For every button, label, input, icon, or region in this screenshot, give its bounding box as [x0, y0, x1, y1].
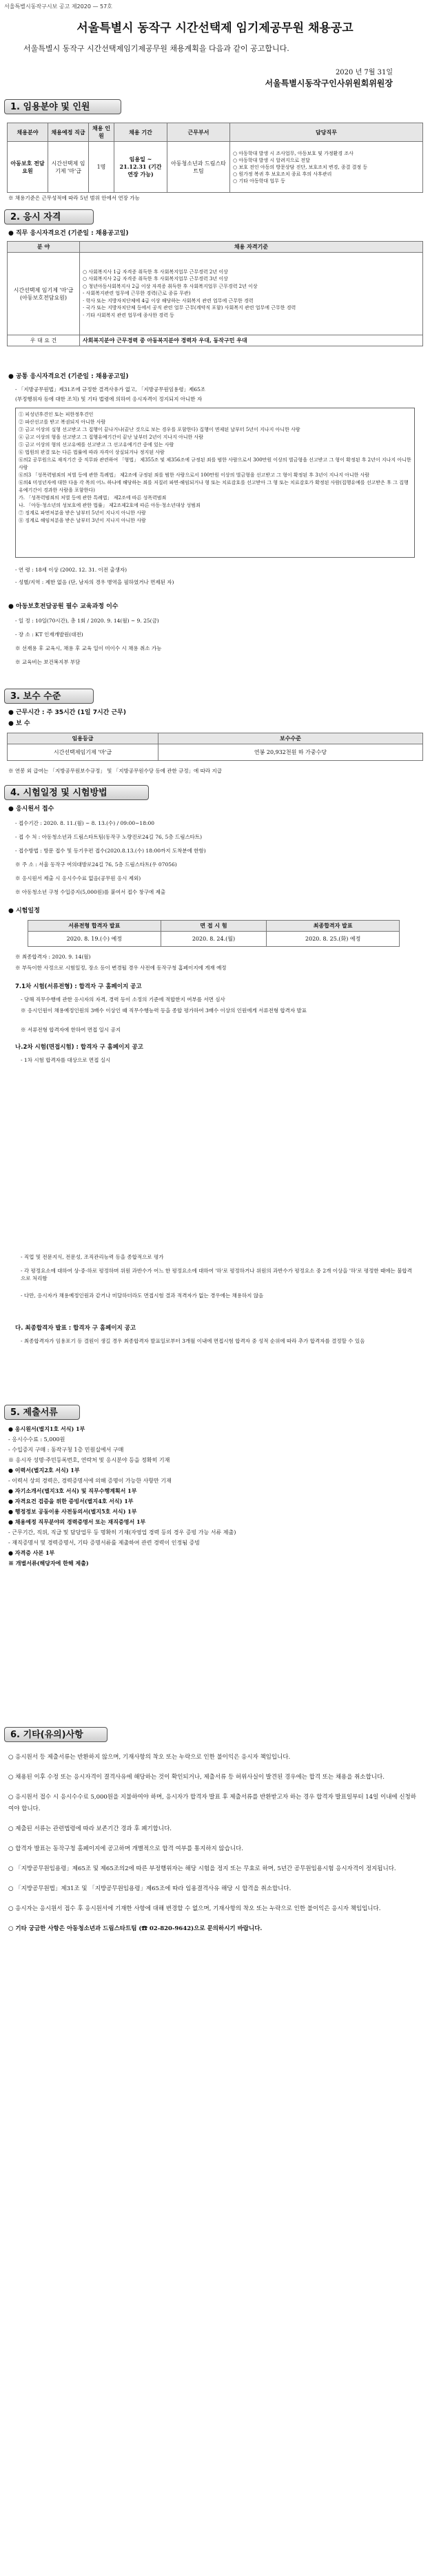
condition-item: ○ 사회복지사 1급 자격증 취득한 후 사회복지업무 근무경력 2년 이상	[83, 269, 228, 275]
document-item: ※ 응시자 성명·주민등록번호, 연락처 및 응시분야 등을 정확히 기재	[8, 1457, 170, 1463]
page-title: 서울특별시 동작구 시간선택제 임기제공무원 채용공고	[76, 21, 354, 35]
header-field: 분 야	[8, 242, 80, 253]
cell-doc-result: 2020. 8. 19.(수) 예정	[28, 932, 161, 947]
step1-line: - 당해 직무수행에 관한 응시자의 자격, 경력 등이 소정의 기준에 적합한지 여부를 서면 심사	[21, 996, 225, 1003]
section-5-heading: 5. 제출서류	[4, 1405, 80, 1420]
application-line: - 접수방법 : 방문 접수 및 등기우편 접수(2020.8.13.(수) 18:00까지 도착분에 한함)	[15, 848, 206, 854]
salary-table	[7, 733, 423, 761]
document-item: - 수입증지 구매 : 동작구청 1층 민원실에서 구매	[8, 1447, 124, 1453]
duty-item: ○ 아동학대 발생 시 알려지으로 전달	[233, 157, 310, 163]
final-heading: 다. 최종합격자 발표 : 합격자 구 홈페이지 공고	[15, 1325, 136, 1332]
training-line: - 일 정 : 10일(70시간), 총 1회 / 2020. 9. 14(월) ~ 9. 25(금)	[15, 618, 159, 624]
disqualification-box	[15, 408, 415, 558]
condition-item: · 기타 사회복지 관련 업무에 종사한 경력 등	[83, 312, 174, 318]
application-line: ※ 응시원서 제출 시 응시수수료 없음(공무원 응시 제외)	[15, 875, 141, 881]
cell-preferred-value: 사회복지분야 근무경력 중 아동복지분야 경력자 우대, 동작구민 우대	[80, 335, 423, 346]
section-4-heading: 4. 시험일정 및 시험방법	[4, 785, 149, 800]
salary-note: ※ 연봉 외 급여는 「지방공무원보수규정」 및 「지방공무원수당 등에 관한 규정」에 따라 지급	[8, 768, 223, 774]
duty-item: ○ 기타 아동학대 업무 등	[233, 178, 285, 184]
note-item: ○ 「지방공무원임용령」제65조 및 제65조의2에 따른 부정행위자는 해당 시험을 정지 또는 무효로 하며, 5년간 공무원임용시험 응시자격이 정지됩니다.	[8, 1865, 396, 1872]
common-line: (부정행위자 등에 대한 조치) 및 기타 법령에 의하여 응시자격이 정지되지 아니한 자	[15, 396, 203, 402]
disqualification-item: ⑧ 징계로 해임처분을 받은 날부터 3년이 지나지 아니한 사람	[19, 518, 146, 523]
schedule-subheading: ● 시험일정	[8, 908, 40, 914]
training-heading: ● 아동보호전담공원 필수 교육과정 이수	[8, 603, 119, 610]
application-subheading: ● 응시원서 접수	[8, 806, 54, 813]
disqualification-item: ⑤ 금고 이상의 형의 선고유예를 선고받고 그 선고유예기간 중에 있는 사람	[19, 442, 174, 448]
duty-item: ○ 원가정 복귀 후 보호조치 종료 후의 사후관리	[233, 171, 332, 177]
common-line: - 「지방공무원법」제31조에 규정한 결격사유가 없고, 「지방공무원임용령」제65조	[15, 386, 206, 392]
document-item: - 재직증명서 및 경력증명서, 기타 증명서류를 제출하여 관련 경력이 인정됨 증빙	[8, 1540, 200, 1546]
application-line: - 접 수 처 : 아동청소년과 드림스타트팀(동작구 노량진로24길 76, 5층 드림스타트)	[15, 834, 203, 840]
disqualification-item: ② 파산선고를 받고 복권되지 아니한 사람	[19, 419, 106, 425]
notes-list	[8, 1752, 419, 1943]
final-line: - 최종합격자가 임용포기 등 결원이 생길 경우 최종합격자 발표일로부터 3개월 이내에 면접시험 합격자 중 성적 순위에 따라 추가 합격자를 결정할 수 있음	[21, 1338, 365, 1344]
cell-period: 임용일 ~ 21.12.31 (기간 연장 가능)	[114, 142, 167, 193]
interview-criteria-line: - 다만, 응시자가 채용예정인원과 같거나 미달하더라도 면접시험 결과 적격자가 없는 경우에는 채용하지 않음	[21, 1292, 264, 1299]
interview-criteria-line: - 각 평정요소에 대하여 상·중·하로 평정하며 위원 과반수가 어느 한 평정요소에 대하여 '하'로 평정하거나 위원의 과반수가 평정요소 중 2개 이상을 '하'로 평정한 때에는 불합격으로 처리함	[21, 1268, 412, 1281]
work-hours: ● 근무시간 : 주 35시간 (1일 7시간 근무)	[8, 709, 126, 716]
duty-item: ○ 보호 전인 아동의 방문상담 진단, 보호조치 변경, 종결 결정 등	[233, 164, 368, 170]
cell-count: 1명	[89, 142, 114, 193]
step1-line: ※ 서류전형 합격자에 한하여 면접 일시 공지	[21, 1027, 121, 1033]
common-qualification-heading: ● 공통 응시자격요건 (기준일 : 채용공고일)	[8, 373, 129, 380]
document-item: - 응시수수료 : 5,000원	[8, 1436, 65, 1443]
header-dept: 근무부서	[167, 123, 230, 142]
cell-final-result: 2020. 8. 25.(화) 예정	[267, 932, 400, 947]
header-period: 채용 기간	[114, 123, 167, 142]
disqualification-item: ⑥ 법원의 판결 또는 다른 법률에 따라 자격이 상실되거나 정지된 사람	[19, 450, 165, 455]
note-item: ○ 채용된 이후 수정 또는 응시자격이 결격사유에 해당하는 것이 확인되거나, 제출서류 등 허위사실이 발견된 경우에는 합격 또는 채용을 취소합니다.	[8, 1774, 385, 1781]
application-line: ※ 아동청소년 구청 수입증지(5,000원)를 붙여서 접수 창구에 제출	[15, 889, 166, 895]
disqualification-item: ④ 금고 이상의 형을 선고받고 그 집행유예기간이 끝난 날부터 2년이 지나지 아니한 사람	[19, 434, 204, 440]
age-requirement: - 연 령 : 18세 이상 (2002. 12. 31. 이전 출생자)	[15, 567, 127, 573]
training-line: - 장 소 : KT 인재개발원(대전)	[15, 631, 83, 638]
condition-item: · 국가 또는 지방자치단체 등에서 공직 관련 업무 근무(계약직 포함) 사회복지 관련 업무에 근무한 경력	[83, 305, 296, 311]
job-qualification-subheading: ● 직무 응시자격요건 (기준일 : 채용공고일)	[8, 230, 129, 237]
header-doc-result: 서류전형 합격자 발표	[28, 921, 161, 932]
interview-criteria-line: - 직업 및 전문지식, 전문성, 조직관리능력 등을 종합적으로 평가	[21, 1254, 164, 1260]
condition-item: ○ 청년아동사회복지사 2급 이상 자격증 취득한 후 사회복지업무 근무경력 2년 이상	[83, 283, 258, 289]
cell-preferred-label: 우 대 요 건	[8, 335, 80, 346]
header-interview: 면 접 시 험	[161, 921, 267, 932]
document-item: - 근무기간, 직위, 직급 및 담당업무 등 명확히 기재(자영업 경력 등의 경우 증빙 가능 서류 제출)	[8, 1529, 236, 1536]
cell-grade: 시간선택제임기제 '마'급	[8, 744, 158, 761]
step1-heading: 7.1차 시험(서류전형) : 합격자 구 홈페이지 공고	[15, 983, 142, 990]
schedule-note: ※ 최종합격자 : 2020. 9. 14(월)	[15, 954, 91, 960]
header-final-result: 최종합격자 발표	[267, 921, 400, 932]
document-item: ● 행정정보 공동이용 사전동의서(별지5호 서식) 1부	[8, 1508, 137, 1515]
disqualification-item: 가. 「성폭력범죄의 처벌 등에 관한 특례법」 제2조에 따른 성폭력범죄	[19, 495, 167, 501]
step1-line: ※ 응시인원이 채용예정인원의 3배수 이상인 때 직무수행능력 등을 종합 평가하여 3배수 이상의 인원에게 서류전형 합격자 발표	[21, 1007, 307, 1014]
salary-subheading: ● 보 수	[8, 720, 30, 727]
note-item: ○ 기타 궁금한 사항은 아동청소년과 드림스타트팀 (☎ 02-820-9642)으로 문의하시기 바랍니다.	[8, 1925, 263, 1932]
cell-interview: 2020. 8. 24.(월)	[161, 932, 267, 947]
disqualification-item: ⑥의4 미성년자에 대한 다음 각 목의 어느 하나에 해당하는 죄를 저질러 파면·해임되거나 형 또는 치료감호를 선고받아 그 형 또는 치료감호가 확정된 사람(집행유예를 선고받은 후 그 집행유예기간이 경과한 사람을 포함한다)	[19, 480, 409, 493]
disqualification-item: ③ 금고 이상의 실형 선고받고 그 집행이 끝나거나(끝난 것으로 보는 경우를 포함한다) 집행이 면제된 날부터 5년이 지나지 아니한 사람	[19, 427, 300, 432]
announcement-date: 2020 년 7월 31일	[335, 69, 393, 76]
document-item: ※ 개별서류(해당자에 한해 제출)	[8, 1560, 89, 1567]
military-requirement: - 성별/지역 : 제한 없음 (단, 남자의 경우 병역을 필하였거나 면제된 자)	[15, 579, 174, 585]
note-item: ○ 「지방공무원법」제31조 및 「지방공무원임용령」제65조에 따라 임용결격사유 해당 시 합격을 취소합니다.	[8, 1885, 291, 1892]
step2-heading: 나.2차 시험(면접시험) : 합격자 구 홈페이지 공고	[15, 1044, 143, 1051]
note-item: ○ 응시원서 접수 시 응시수수료 5,000원을 지불하여야 하며, 응시자가 합격자 발표 후 제출서류를 반환받고자 하는 경우 합격자 발표일부터 14일 이내에 신청하여야 합니다.	[8, 1794, 416, 1812]
cell-grade: 시간선택제 임기제 '마'급	[48, 142, 89, 193]
documents-list	[8, 1424, 422, 1569]
step2-line: - 1차 시험 합격자를 대상으로 면접 실시	[21, 1057, 111, 1063]
note-item: ○ 제출된 서류는 관련법령에 따라 보존기간 경과 후 폐기합니다.	[8, 1825, 172, 1832]
cell-qual-field: 시간선택제 임기제 '마'급 (아동보호전담요원)	[8, 253, 80, 335]
header-salary: 보수수준	[158, 733, 423, 744]
note-item: ○ 응시자는 응시원서 접수 후 응시원서에 기재한 사항에 대해 변경할 수 없으며, 기재사항의 착오 또는 누락으로 인한 불이익은 응시자 책임입니다.	[8, 1905, 381, 1912]
position-table	[7, 123, 423, 193]
condition-item: ○ 사회복지사 2급 자격증 취득한 후 사회복지업무 근무경력 3년 이상	[83, 276, 228, 282]
gazette-header: 서울특별시동작구시보 공고 제2020 — 57호	[4, 3, 112, 10]
duty-item: ○ 아동학대 발생 시 조사업무, 아동보호 및 가정환경 조사	[233, 150, 354, 156]
section-6-heading: 6. 기타(유의)사항	[4, 1727, 108, 1742]
note-item: ○ 응시원서 등 제출서류는 반환하지 않으며, 기재사항의 착오 또는 누락으로 인한 불이익은 응시자 책임입니다.	[8, 1754, 291, 1761]
section-1-heading: 1. 임용분야 및 인원	[4, 99, 121, 114]
disqualification-item: ⑥의3 「성폭력범죄의 처벌 등에 관한 특례법」 제2조에 규정된 죄를 범한 사람으로서 100만원 이상의 벌금형을 선고받고 그 형이 확정된 후 3년이 지나지 아니한 사람	[19, 472, 370, 478]
section-2-heading: 2. 응시 자격	[4, 209, 94, 224]
header-grade: 채용예정 직급	[48, 123, 89, 142]
intro-text: 서울특별시 동작구 시간선택제임기제공무원 채용계획을 다음과 같이 공고합니다.	[23, 44, 289, 53]
disqualification-item: ⑦ 징계로 파면처분을 받은 날부터 5년이 지나지 아니한 사람	[19, 510, 146, 516]
cell-conditions	[80, 253, 423, 335]
qualification-table	[7, 241, 423, 346]
document-item: ● 자격증 사본 1부	[8, 1549, 55, 1556]
schedule-note: ※ 부득이한 사정으로 시험일정, 장소 등이 변경될 경우 사전에 동작구청 홈페이지에 게재 예정	[15, 965, 227, 971]
training-line: ※ 선재용 후 교육시, 채용 후 교육 일이 미이수 시 채용 취소 가능	[15, 645, 162, 651]
disqualification-item: 나. 「아동·청소년의 성보호에 관한 법률」 제2조제2호에 따른 아동·청소년대상 성범죄	[19, 503, 201, 508]
document-item: ● 채용예정 직무분야의 경력증명서 또는 재직증명서 1부	[8, 1518, 146, 1525]
disqualification-item: ⑥의2 공무원으로 재직기간 중 직무와 관련하여 「형법」 제355조 및 제356조에 규정된 죄를 범한 사람으로서 300만원 이상의 벌금형을 선고받고 그 형이 확정된 후 2년이 지나지 아니한 사람	[19, 457, 411, 470]
disqualification-item: ① 피성년후견인 또는 피한정후견인	[19, 412, 94, 417]
note-item: ○ 합격자 발표는 동작구청 홈페이지에 공고하며 개별적으로 합격 여부를 통지하지 않습니다.	[8, 1845, 243, 1852]
header-field: 채용분야	[8, 123, 48, 142]
condition-item: · 학사 또는 지방자치단체에 4급 이상 해당하는 사회복지 관련 업무에 근무한 경력	[83, 297, 254, 304]
document-item: - 이력서 상의 경력은, 경력증명서에 의해 증명이 가능한 사항만 기재	[8, 1478, 172, 1484]
application-line: ※ 주 소 : 서울 동작구 여의대방로24길 76, 5층 드림스타트(우 07056)	[15, 861, 177, 868]
application-line: - 접수기간 : 2020. 8. 11.(월) ~ 8. 13.(수) / 09:00~18:00	[15, 820, 155, 826]
header-grade: 임용등급	[8, 733, 158, 744]
schedule-table	[28, 920, 400, 947]
document-item: ● 이력서(별지2호 서식) 1부	[8, 1467, 80, 1474]
document-item: ● 자기소개서(별지3호 서식) 및 직무수행계획서 1부	[8, 1487, 137, 1494]
header-count: 채용 인원	[89, 123, 114, 142]
condition-item: - 사회복지관련 업무에 근무한 경력(근로 종류 무관)	[83, 291, 191, 297]
issuing-organization: 서울특별시동작구인사위원회위원장	[265, 78, 393, 88]
cell-field: 아동보호 전담요원	[8, 142, 48, 193]
cell-duties	[230, 142, 423, 193]
header-duties: 담당직무	[230, 123, 423, 142]
section-3-heading: 3. 보수 수준	[4, 689, 94, 704]
cell-dept: 아동청소년과 드림스타트팀	[167, 142, 230, 193]
header-criteria: 채용 자격기준	[80, 242, 423, 253]
document-item: ● 자격요건 검증을 위한 증빙서(별지4호 서식) 1부	[8, 1498, 134, 1505]
document-item: ● 응시원서(별지1호 서식) 1부	[8, 1425, 85, 1432]
section-1-note: ※ 채용기준은 근무성적에 따라 5년 범위 안에서 연장 가능	[8, 195, 140, 201]
cell-salary: 연봉 20,932천원 하 가중수당	[158, 744, 423, 761]
training-line: ※ 교육비는 보건복지부 부담	[15, 659, 81, 665]
